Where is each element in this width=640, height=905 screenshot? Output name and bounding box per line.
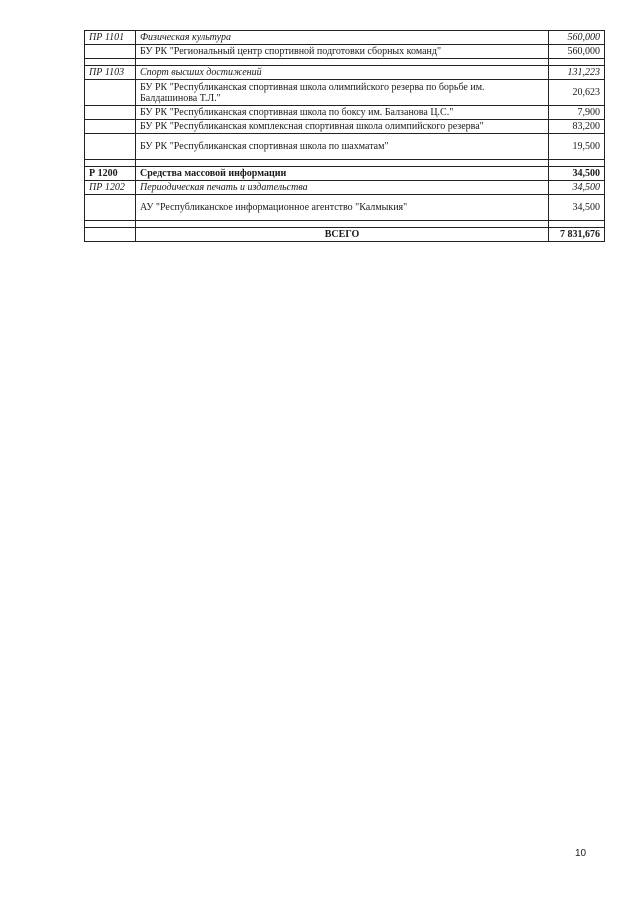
row-amount: 7 831,676 <box>549 228 605 242</box>
row-amount: 7,900 <box>549 106 605 120</box>
row-code <box>85 45 136 59</box>
table-row <box>85 181 605 195</box>
row-amount: 560,000 <box>549 45 605 59</box>
row-name: Физическая культура <box>136 31 549 45</box>
row-code <box>85 106 136 120</box>
spacer-row <box>85 221 605 228</box>
row-amount: 34,500 <box>549 167 605 181</box>
spacer-row <box>85 59 605 66</box>
table-row <box>85 66 605 80</box>
page-number: 10 <box>575 848 587 859</box>
row-name: Периодическая печать и издательства <box>136 181 549 195</box>
table-row <box>85 134 605 160</box>
row-amount: 34,500 <box>549 181 605 195</box>
row-amount: 34,500 <box>549 195 605 221</box>
row-name: БУ РК "Республиканская спортивная школа по шахматам" <box>136 134 549 160</box>
grand-total-row <box>85 228 605 242</box>
row-code <box>85 134 136 160</box>
table-row <box>85 80 605 106</box>
row-amount: 131,223 <box>549 66 605 80</box>
row-amount: 19,500 <box>549 134 605 160</box>
row-code <box>85 80 136 106</box>
row-name: Средства массовой информации <box>136 167 549 181</box>
row-name: БУ РК "Республиканская комплексная спортивная школа олимпийского резерва" <box>136 120 549 134</box>
table-row <box>85 120 605 134</box>
table-row <box>85 167 605 181</box>
budget-table <box>84 30 605 242</box>
table-row <box>85 106 605 120</box>
spacer-row <box>85 160 605 167</box>
table-row <box>85 45 605 59</box>
row-name: АУ "Республиканское информационное агентство "Калмыкия" <box>136 195 549 221</box>
row-code <box>85 195 136 221</box>
row-code: ПР 1202 <box>85 181 136 195</box>
table-row <box>85 31 605 45</box>
table-row <box>85 195 605 221</box>
row-code: Р 1200 <box>85 167 136 181</box>
row-name: ВСЕГО <box>136 228 549 242</box>
row-name: БУ РК "Республиканская спортивная школа олимпийского резерва по борьбе им. Балдашинова Т.Л." <box>136 80 549 106</box>
row-amount: 560,000 <box>549 31 605 45</box>
row-name: Спорт высших достижений <box>136 66 549 80</box>
row-code <box>85 120 136 134</box>
row-code <box>85 228 136 242</box>
row-amount: 20,623 <box>549 80 605 106</box>
row-code: ПР 1101 <box>85 31 136 45</box>
row-amount: 83,200 <box>549 120 605 134</box>
row-name: БУ РК "Республиканская спортивная школа по боксу им. Балзанова Ц.С." <box>136 106 549 120</box>
row-name: БУ РК "Региональный центр спортивной подготовки сборных команд" <box>136 45 549 59</box>
row-code: ПР 1103 <box>85 66 136 80</box>
